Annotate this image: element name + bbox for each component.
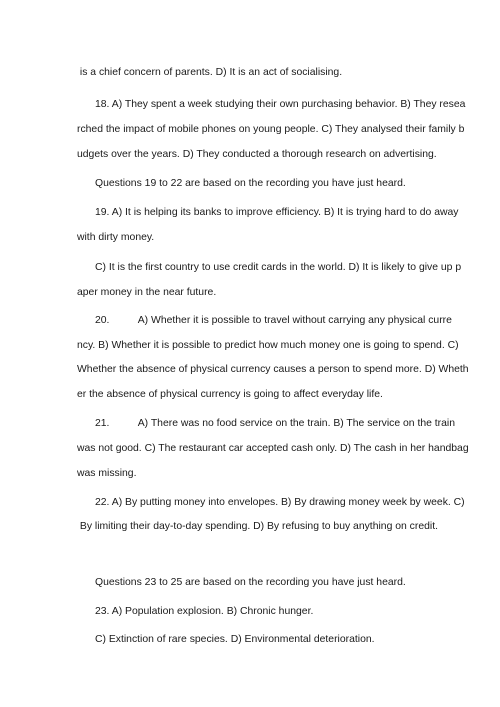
question-23-line-1: 23. A) Population explosion. B) Chronic hunger. xyxy=(95,606,314,617)
question-19-line-4: aper money in the near future. xyxy=(77,287,217,298)
question-22-line-2: By limiting their day-to-day spending. D) By refusing to buy anything on credit. xyxy=(77,521,438,532)
question-21-line-1: 21. A) There was no food service on the train. B) The service on the train xyxy=(95,418,456,429)
question-18-line-2: rched the impact of mobile phones on young people. C) They analysed their family b xyxy=(77,124,465,135)
question-19-line-1: 19. A) It is helping its banks to improve efficiency. B) It is trying hard to do away xyxy=(95,207,459,218)
question-20-line-2: ncy. B) Whether it is possible to predict how much money one is going to spend. C) xyxy=(77,340,459,351)
section-heading-19-22: Questions 19 to 22 are based on the recording you have just heard. xyxy=(95,178,406,189)
question-20-line-4: er the absence of physical currency is going to affect everyday life. xyxy=(77,389,383,400)
question-18-line-3: udgets over the years. D) They conducted a thorough research on advertising. xyxy=(77,149,437,160)
question-19-line-3: C) It is the first country to use credit cards in the world. D) It is likely to give up p xyxy=(95,262,462,273)
question-23-line-2: C) Extinction of rare species. D) Environmental deterioration. xyxy=(95,634,375,645)
question-19-line-2: with dirty money. xyxy=(77,232,155,243)
question-20-line-1: 20. A) Whether it is possible to travel without carrying any physical curre xyxy=(95,315,452,326)
question-21-line-3: was missing. xyxy=(77,468,137,479)
question-21-line-2: was not good. C) The restaurant car accepted cash only. D) The cash in her handbag xyxy=(77,443,469,454)
section-heading-23-25: Questions 23 to 25 are based on the recording you have just heard. xyxy=(95,577,406,588)
question-22-line-1: 22. A) By putting money into envelopes. B) By drawing money week by week. C) xyxy=(95,497,465,508)
question-20-line-3: Whether the absence of physical currency causes a person to spend more. D) Wheth xyxy=(77,364,469,375)
question-18-line-1: 18. A) They spent a week studying their own purchasing behavior. B) They resea xyxy=(95,99,466,110)
text-line-1: is a chief concern of parents. D) It is an act of socialising. xyxy=(77,67,343,78)
